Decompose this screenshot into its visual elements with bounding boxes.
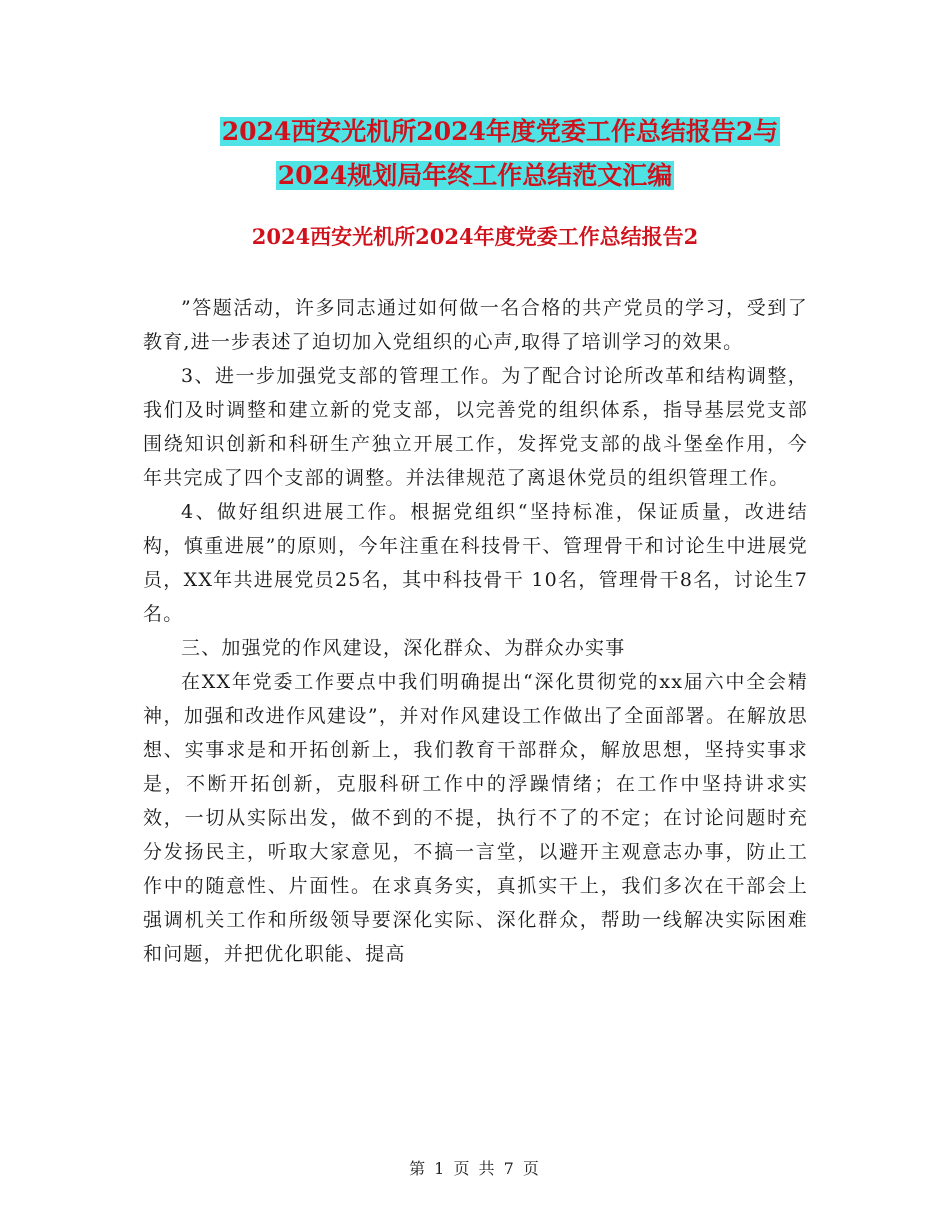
title-highlight-2: 2024规划局年终工作总结范文汇编	[277, 161, 673, 190]
paragraph-2: 3、进一步加强党支部的管理工作。为了配合讨论所改革和结构调整，我们及时调整和建立新的党支部，以完善党的组织体系，指导基层党支部围绕知识创新和科研生产独立开展工作，发挥党支部的战斗堡垒作用，今年共完成了四个支部的调整。并法律规范了离退休党员的组织管理工作。	[143, 365, 808, 489]
section-heading: 三、加强党的作风建设，深化群众、为群众办实事	[181, 637, 626, 659]
document-title-line-1	[25, 114, 950, 150]
body-text	[143, 291, 808, 971]
paragraph-4: 在XX年党委工作要点中我们明确提出“深化贯彻党的xx届六中全会精神，加强和改进作风建设”，并对作风建设工作做出了全面部署。在解放思想、实事求是和开拓创新上，我们教育干部群众，解放思想，坚持实事求是，不断开拓创新，克服科研工作中的浮躁情绪；在工作中坚持讲求实效，一切从实际出发，做不到的不提，执行不了的不定；在讨论问题时充分发扬民主，听取大家意见，不搞一言堂，以避开主观意志办事，防止工作中的随意性、片面性。在求真务实，真抓实干上，我们多次在干部会上强调机关工作和所级领导要深化实际、深化群众，帮助一线解决实际困难和问题，并把优化职能、提高	[143, 671, 808, 965]
paragraph-3: 4、做好组织进展工作。根据党组织“坚持标准，保证质量，改进结构，慎重进展”的原则，今年注重在科技骨干、管理骨干和讨论生中进展党员，XX年共进展党员25名，其中科技骨干 10名，管理骨干8名，讨论生7名。	[143, 501, 808, 625]
page-footer: 第 1 页 共 7 页	[409, 1159, 541, 1178]
title-highlight-1: 2024西安光机所2024年度党委工作总结报告2与	[221, 117, 779, 146]
document-title-line-2	[0, 158, 950, 194]
paragraph-1: ”答题活动，许多同志通过如何做一名合格的共产党员的学习，受到了教育,进一步表述了迫切加入党组织的心声,取得了培训学习的效果。	[143, 297, 808, 353]
section-subtitle: 2024西安光机所2024年度党委工作总结报告2	[251, 224, 699, 249]
